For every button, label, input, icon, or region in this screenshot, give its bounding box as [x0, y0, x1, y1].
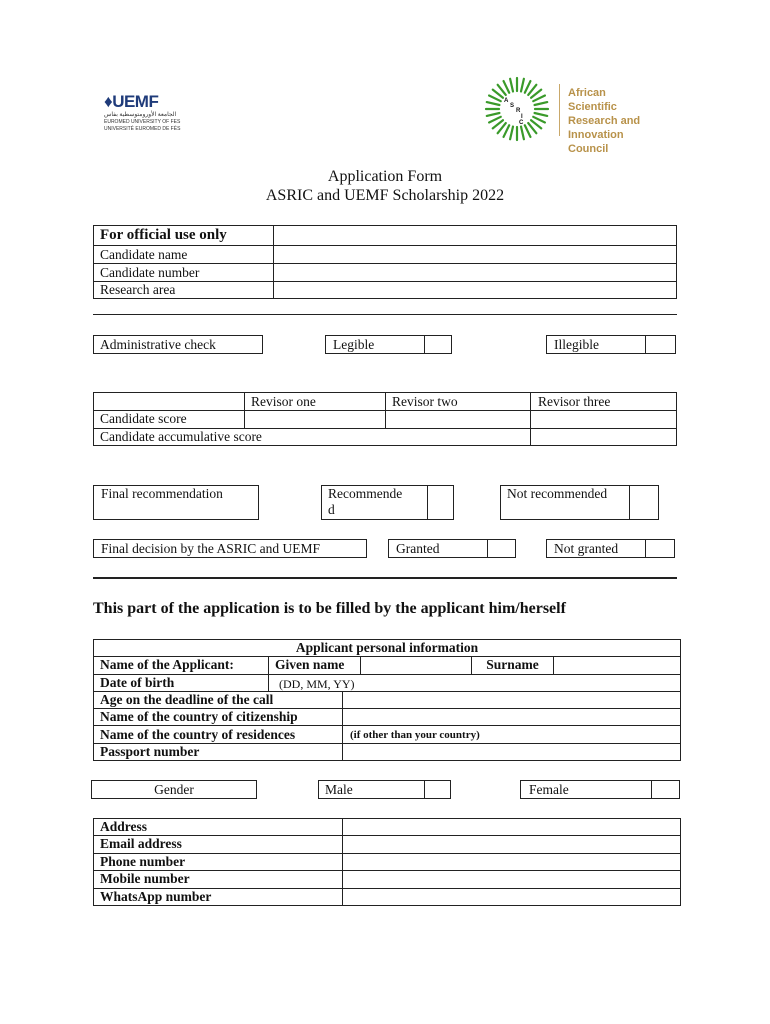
asric-logo: [484, 76, 654, 155]
surname-label: Surname: [486, 657, 539, 672]
surname-input[interactable]: [554, 657, 680, 674]
official-row-research-area: Research area: [100, 282, 176, 297]
applicant-part-heading: This part of the application is to be filled by the applicant him/herself: [93, 600, 566, 617]
age-label: Age on the deadline of the call: [100, 692, 274, 707]
asric-letter-a: A: [504, 98, 509, 104]
official-input-3[interactable]: [274, 282, 676, 298]
revisor-row-accumulative: Candidate accumulative score: [100, 429, 262, 444]
contact-row-email: Email address: [100, 836, 182, 851]
gender-label: Gender: [154, 782, 194, 797]
given-name-input[interactable]: [361, 657, 471, 674]
illegible-checkbox[interactable]: [646, 336, 675, 353]
official-input-2[interactable]: [274, 264, 676, 281]
page-title: Application Form: [327, 168, 443, 185]
uemf-logo-line2: EUROMED UNIVERSITY OF FES: [104, 119, 181, 125]
asric-letter-r: R: [516, 108, 521, 114]
residence-label: Name of the country of residences: [100, 727, 296, 742]
citizenship-input[interactable]: [343, 709, 680, 725]
phone-input[interactable]: [343, 854, 680, 870]
contact-row-whatsapp: WhatsApp number: [100, 889, 212, 904]
dob-label: Date of birth: [100, 675, 175, 690]
asric-letter-i: I: [521, 114, 523, 120]
admin-check-label: Administrative check: [100, 337, 216, 352]
revisor-row-score: Candidate score: [100, 411, 187, 426]
asric-letter-s: S: [510, 103, 515, 109]
not-granted-checkbox[interactable]: [646, 540, 674, 557]
male-checkbox[interactable]: [425, 781, 450, 798]
granted-label: Granted: [396, 541, 440, 556]
whatsapp-input[interactable]: [343, 889, 680, 905]
official-input-0[interactable]: [274, 226, 676, 245]
address-input[interactable]: [343, 819, 680, 835]
mobile-input[interactable]: [343, 871, 680, 888]
official-input-1[interactable]: [274, 246, 676, 263]
recommended-label: Recommende d: [328, 486, 403, 517]
name-label: Name of the Applicant:: [100, 657, 234, 672]
contact-row-address: Address: [100, 819, 148, 834]
uemf-logo-mark: ♦UEMF: [104, 92, 159, 111]
official-row-candidate-name: Candidate name: [100, 247, 188, 262]
personal-heading: Applicant personal information: [295, 640, 479, 655]
divider-line: [93, 314, 677, 315]
granted-checkbox[interactable]: [488, 540, 515, 557]
contact-row-phone: Phone number: [100, 854, 186, 869]
dob-hint[interactable]: (DD, MM, YY): [279, 677, 355, 691]
official-heading: For official use only: [100, 227, 227, 243]
residence-hint[interactable]: (if other than your country): [350, 729, 480, 741]
citizenship-label: Name of the country of citizenship: [100, 709, 298, 724]
contact-row-mobile: Mobile number: [100, 871, 190, 886]
uemf-logo-arabic: الجامعة الأورومتوسطية بفاس: [104, 112, 177, 118]
email-input[interactable]: [343, 836, 680, 853]
not-recommended-checkbox[interactable]: [630, 486, 658, 519]
passport-label: Passport number: [100, 744, 200, 759]
recommended-checkbox[interactable]: [428, 486, 453, 519]
asric-text: African Scientific Research and Innovation Council: [568, 87, 641, 155]
passport-input[interactable]: [343, 744, 680, 760]
illegible-label: Illegible: [554, 337, 599, 352]
not-granted-label: Not granted: [554, 541, 619, 556]
final-decision-label: Final decision by the ASRIC and UEMF: [101, 541, 320, 556]
legible-label: Legible: [333, 337, 375, 352]
given-name-label: Given name: [275, 657, 345, 672]
final-rec-label: Final recommendation: [101, 486, 223, 501]
uemf-logo-line3: UNIVERSITÉ EUROMED DE FÈS: [104, 126, 181, 132]
revisor-col-three: Revisor three: [538, 394, 611, 409]
uemf-logo: [104, 90, 194, 134]
male-label: Male: [325, 782, 353, 797]
revisor-col-one: Revisor one: [251, 394, 316, 409]
asric-divider: [559, 84, 560, 136]
female-checkbox[interactable]: [652, 781, 679, 798]
official-row-candidate-number: Candidate number: [100, 265, 200, 280]
not-recommended-label: Not recommended: [507, 486, 608, 501]
legible-checkbox[interactable]: [425, 336, 451, 353]
age-input[interactable]: [343, 692, 680, 708]
female-label: Female: [529, 782, 569, 797]
revisor-col-two: Revisor two: [392, 394, 458, 409]
asric-letter-c: C: [519, 120, 524, 126]
section-divider: [93, 577, 677, 579]
page-subtitle: ASRIC and UEMF Scholarship 2022: [265, 187, 505, 204]
